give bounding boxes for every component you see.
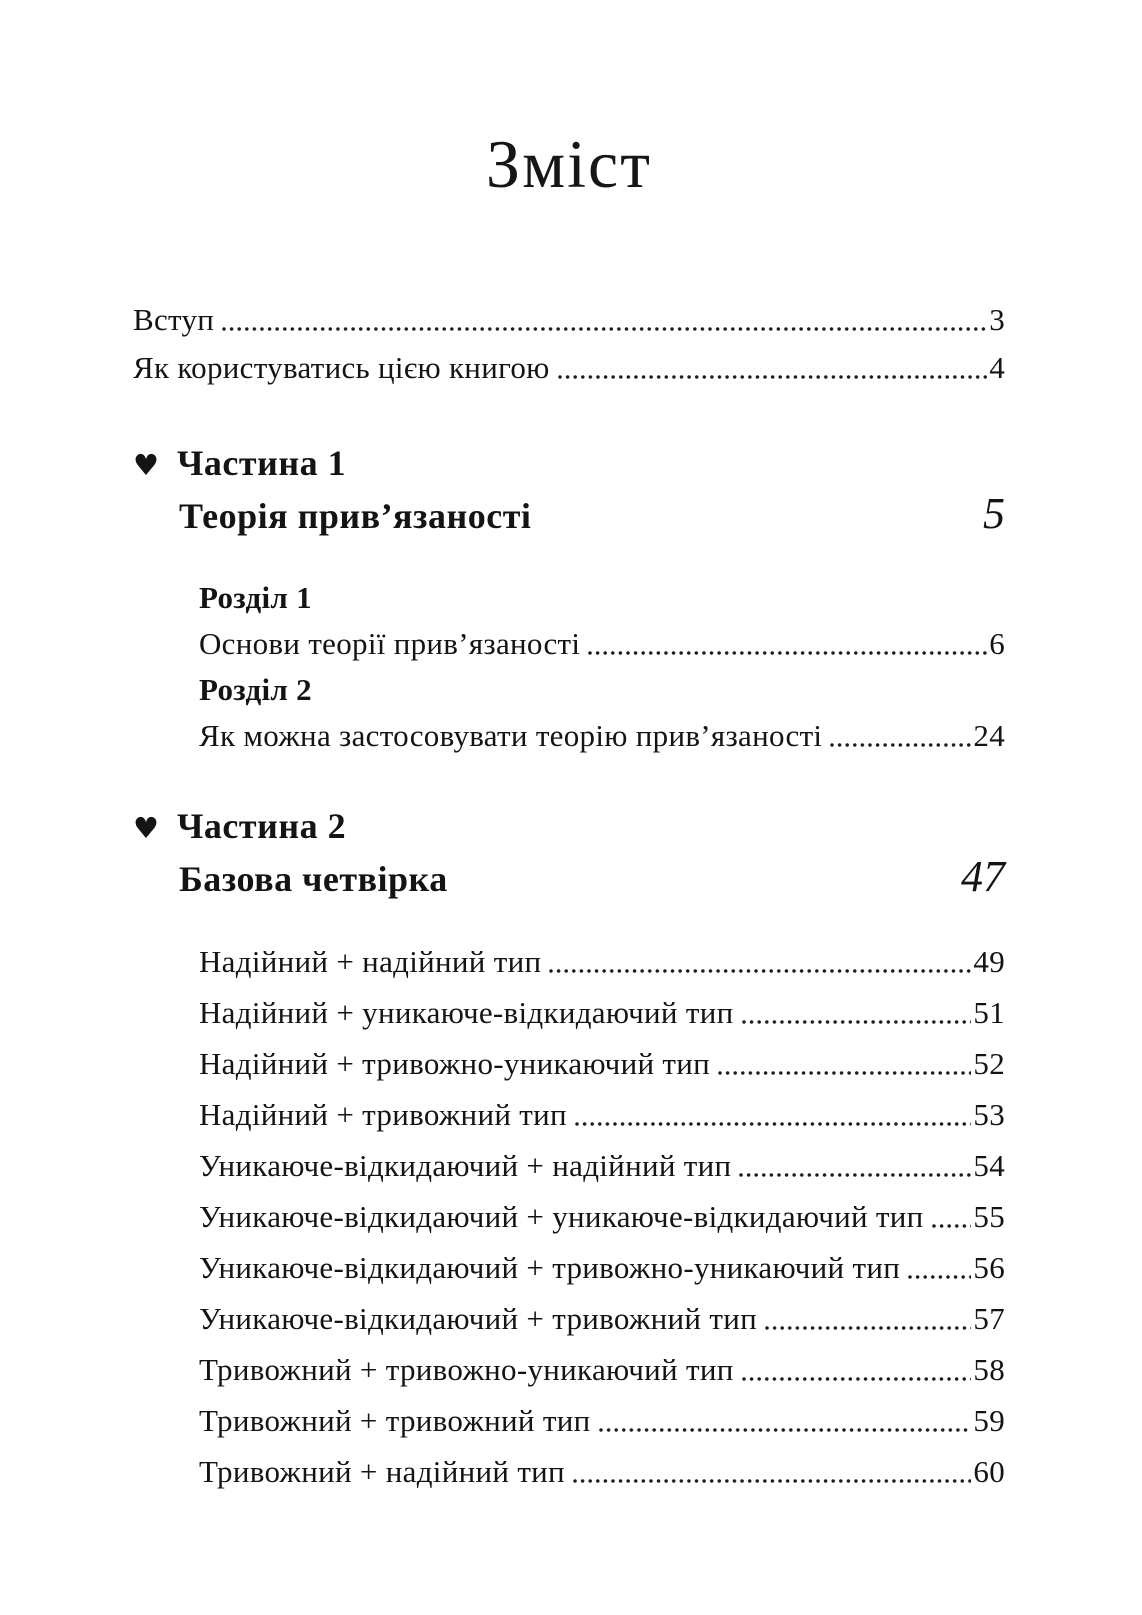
part-title: Базова четвірка: [179, 859, 448, 899]
part-name: Частина 1: [177, 443, 347, 483]
chapter-heading: Розділ 1: [199, 580, 312, 615]
toc-entry-page: 57: [973, 1301, 1005, 1336]
part-section-2: [133, 802, 1005, 1497]
dotted-leader: [830, 743, 971, 747]
toc-entry-label: Тривожний + надійний тип: [199, 1454, 565, 1489]
toc-entry-page: 54: [973, 1148, 1005, 1183]
toc-entry: [199, 1089, 1005, 1140]
toc-entry-label: Уникаюче-відкидаючий + уникаюче-відкидаючий тип: [199, 1199, 924, 1234]
dotted-leader: [742, 1020, 972, 1024]
toc-entry-page: 24: [973, 718, 1005, 753]
toc-entry: [199, 1446, 1005, 1497]
entry-list: [133, 936, 1005, 1497]
toc-entry-label: Тривожний + тривожний тип: [199, 1403, 591, 1438]
toc-entry: [133, 344, 1005, 392]
toc-entry-label: Основи теорії прив’язаності: [199, 626, 581, 661]
toc-entry: [199, 1293, 1005, 1344]
part-title: Теорія прив’язаності: [179, 496, 532, 536]
chapter-heading: Розділ 2: [199, 672, 312, 707]
dotted-leader: [599, 1428, 972, 1432]
dotted-leader: [222, 327, 987, 331]
toc-entry: [199, 621, 1005, 667]
toc-entry: [199, 713, 1005, 759]
toc-entry-page: 56: [973, 1250, 1005, 1285]
part-section-1: [133, 439, 1005, 759]
toc-entry: [199, 1140, 1005, 1191]
dotted-leader: [742, 1377, 972, 1381]
heart-icon: ♥: [133, 448, 160, 482]
toc-entry-label: Тривожний + тривожно-уникаючий тип: [199, 1352, 734, 1387]
toc-entry-label: Надійний + уникаюче-відкидаючий тип: [199, 995, 734, 1030]
toc-entry-label: Уникаюче-відкидаючий + надійний тип: [199, 1148, 732, 1183]
part-title-row: [133, 489, 1005, 541]
toc-entry: [199, 936, 1005, 987]
toc-entry: [199, 987, 1005, 1038]
toc-entry-page: 55: [973, 1199, 1005, 1234]
toc-entry: [133, 296, 1005, 344]
dotted-leader: [739, 1173, 971, 1177]
toc-entry-label: Уникаюче-відкидаючий + тривожно-уникаючий тип: [199, 1250, 901, 1285]
dotted-leader: [575, 1122, 971, 1126]
chapter-list: [133, 575, 1005, 759]
front-matter: [133, 296, 1005, 392]
toc-entry-label: Уникаюче-відкидаючий + тривожний тип: [199, 1301, 757, 1336]
toc-entry-label: Як можна застосовувати теорію прив’язаності: [199, 718, 823, 753]
toc-entry-label: Вступ: [133, 302, 215, 337]
toc-entry-page: 52: [973, 1046, 1005, 1081]
part-page-number: 47: [961, 852, 1005, 901]
dotted-leader: [558, 375, 988, 379]
dotted-leader: [718, 1071, 971, 1075]
toc-entry-page: 49: [973, 944, 1005, 979]
toc-entry-label: Надійний + тривожно-уникаючий тип: [199, 1046, 711, 1081]
page-title: Зміст: [486, 126, 652, 202]
part-name-row: [133, 439, 1005, 489]
toc-entry-label: Надійний + тривожний тип: [199, 1097, 567, 1132]
dotted-leader: [908, 1275, 971, 1279]
dotted-leader: [765, 1326, 971, 1330]
chapter: [199, 667, 1005, 759]
toc-entry-page: 58: [973, 1352, 1005, 1387]
heart-icon: ♥: [133, 811, 160, 845]
toc-entry-label: Як користуватись цією книгою: [133, 350, 550, 385]
dotted-leader: [932, 1224, 972, 1228]
chapter: [199, 575, 1005, 667]
part-name-row: [133, 802, 1005, 852]
part-page-number: 5: [983, 489, 1005, 538]
toc-entry-page: 59: [973, 1403, 1005, 1438]
toc-entry-page: 6: [989, 626, 1005, 661]
toc-entry: [199, 1344, 1005, 1395]
toc-entry: [199, 1038, 1005, 1089]
toc-entry-label: Надійний + надійний тип: [199, 944, 542, 979]
toc-entry-page: 60: [973, 1454, 1005, 1489]
part-name: Частина 2: [177, 806, 347, 846]
dotted-leader: [573, 1479, 971, 1483]
toc-entry: [199, 1242, 1005, 1293]
toc-entry: [199, 1191, 1005, 1242]
toc-entry: [199, 1395, 1005, 1446]
toc-entry-page: 3: [989, 302, 1005, 337]
part-title-row: [133, 852, 1005, 904]
toc-entry-page: 4: [989, 350, 1005, 385]
dotted-leader: [549, 969, 971, 973]
toc-entry-page: 51: [973, 995, 1005, 1030]
dotted-leader: [588, 651, 987, 655]
toc-entry-page: 53: [973, 1097, 1005, 1132]
